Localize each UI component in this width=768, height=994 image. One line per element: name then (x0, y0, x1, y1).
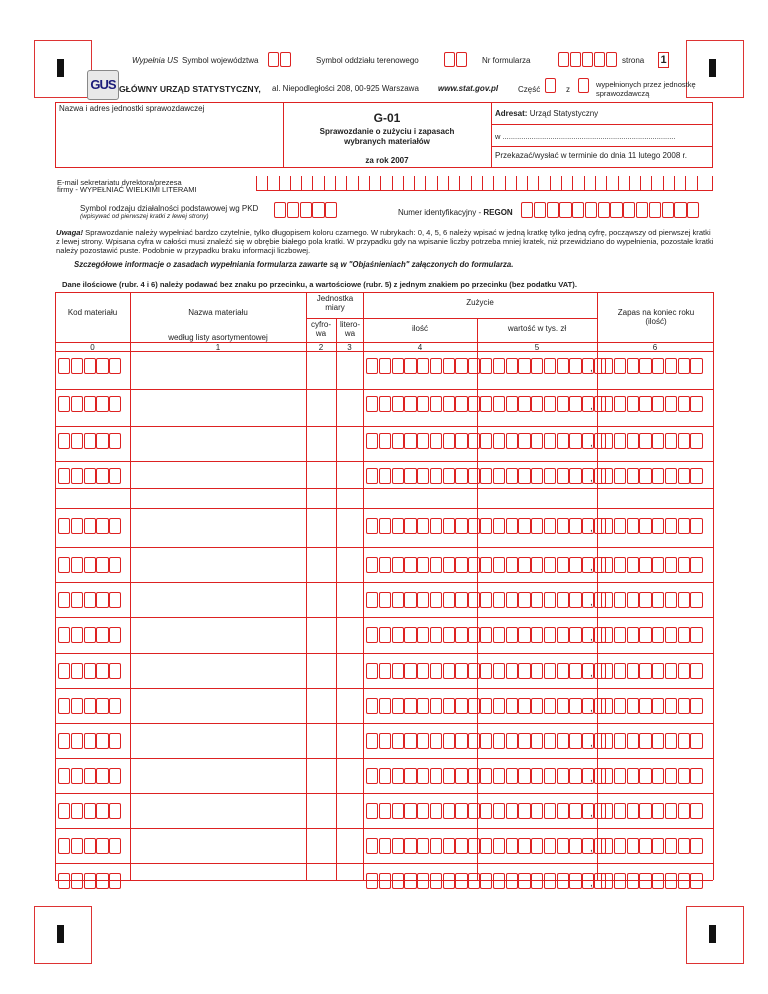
value-field-row-2[interactable] (480, 396, 595, 412)
quantity-field-row-6[interactable] (366, 557, 481, 573)
value-field-row-11[interactable] (480, 733, 595, 749)
quantity-field-row-15[interactable] (366, 873, 481, 889)
value-field-row-9[interactable] (480, 663, 595, 679)
stock-field-row-14[interactable] (601, 838, 703, 854)
material-name-field-row-6[interactable] (131, 553, 305, 577)
quantity-field-row-9[interactable] (366, 663, 481, 679)
material-name-field-row-15[interactable] (131, 869, 305, 893)
col-qty-header: ilość (411, 324, 428, 333)
stock-field-row-4[interactable] (601, 468, 703, 484)
col-number-4: 4 (417, 343, 423, 352)
regon-label-bold: REGON (483, 208, 513, 217)
stock-field-row-9[interactable] (601, 663, 703, 679)
quantity-field-row-1[interactable] (366, 358, 481, 374)
stock-field-row-12[interactable] (601, 768, 703, 784)
decimal-separator: , (590, 632, 593, 643)
decimal-separator: , (590, 703, 593, 714)
material-name-field-row-4[interactable] (131, 464, 305, 488)
warning-bold: Uwaga! (56, 228, 84, 237)
decimal-separator: , (590, 843, 593, 854)
office-location-field[interactable]: w ................................................................................... (495, 132, 676, 141)
decimal-separator: , (590, 808, 593, 819)
material-name-field-row-9[interactable] (131, 659, 305, 683)
page-label: strona (622, 56, 645, 65)
value-field-row-10[interactable] (480, 698, 595, 714)
parts-total-field[interactable] (578, 78, 590, 94)
gus-logo (87, 70, 119, 100)
report-title: Sprawozdanie o zużyciu i zapasach wybranych materiałów (319, 127, 455, 146)
material-code-field-row-6[interactable] (58, 557, 122, 573)
decimal-separator: , (590, 597, 593, 608)
voivodeship-code-field[interactable] (268, 52, 292, 68)
decimal-separator: , (590, 668, 593, 679)
regon-label (398, 208, 513, 217)
quantity-field-row-8[interactable] (366, 627, 481, 643)
stock-field-row-6[interactable] (601, 557, 703, 573)
stock-field-row-15[interactable] (601, 873, 703, 889)
stock-field-row-8[interactable] (601, 627, 703, 643)
stock-field-row-13[interactable] (601, 803, 703, 819)
col-usage-header: Zużycie (466, 298, 494, 307)
value-field-row-3[interactable] (480, 433, 595, 449)
warning-text: Sprawozdanie należy wypełniać bardzo czytelnie, tylko długopisem koloru czarnego. W rubrykach: 0, 4, 5, 6 należy wpisać w jedną kratkę tylko jedną cyfrę, począwszy od pierwszej kratki z lewej strony. Wpisana cyfra w całości musi znaleźć się w obrębie białego pola kratki. W przypadku gdy na wpisanie liczby potrzeba mniej kratek, niż przewidziano do wypełnienia, pozostałe kratki należy pozostawić puste. Podobnie w przypadku braku informacji liczbowej. (56, 228, 714, 256)
quantity-field-row-7[interactable] (366, 592, 481, 608)
stock-field-row-1[interactable] (601, 358, 703, 374)
material-name-field-row-11[interactable] (131, 729, 305, 753)
material-name-field-row-8[interactable] (131, 623, 305, 647)
decimal-separator: , (590, 773, 593, 784)
voivodeship-label: Symbol województwa (182, 56, 259, 65)
material-code-field-row-8[interactable] (58, 627, 122, 643)
stock-field-row-7[interactable] (601, 592, 703, 608)
decimal-separator: , (590, 363, 593, 374)
col-unit-lit-header: litero- wa (339, 320, 360, 338)
decimal-separator: , (590, 523, 593, 534)
quantity-field-row-10[interactable] (366, 698, 481, 714)
website-link[interactable]: www.stat.gov.pl (438, 84, 499, 93)
material-name-field-row-2[interactable] (131, 392, 305, 416)
addressee-label: Adresat: (495, 109, 528, 118)
pkd-field[interactable] (274, 202, 338, 218)
of-label: z (566, 85, 570, 94)
decimal-separator: , (590, 738, 593, 749)
deadline-text: Przekazać/wysłać w terminie do dnia 11 lutego 2008 r. (495, 151, 687, 160)
corner-mark-bottom-left (34, 906, 92, 964)
material-code-field-row-7[interactable] (58, 592, 122, 608)
material-name-field-row-10[interactable] (131, 694, 305, 718)
part-label: Część (518, 85, 541, 94)
email-label-1: E-mail sekretariatu dyrektora/prezesa (57, 178, 182, 187)
branch-label: Symbol oddziału terenowego (316, 56, 419, 65)
material-code-field-row-10[interactable] (58, 698, 122, 714)
material-name-field-row-12[interactable] (131, 764, 305, 788)
material-code-field-row-12[interactable] (58, 768, 122, 784)
fill-by-label: Wypełnia US (132, 56, 179, 65)
decimal-separator: , (590, 562, 593, 573)
form-number-field[interactable] (558, 52, 618, 68)
form-no-label: Nr formularza (482, 56, 531, 65)
part-field[interactable] (545, 78, 557, 94)
filled-by-unit-label: wypełnionych przez jednostkę sprawozdawczą (596, 80, 696, 98)
email-field[interactable] (256, 176, 713, 191)
corner-mark-bottom-right (686, 906, 744, 964)
quantity-field-row-11[interactable] (366, 733, 481, 749)
material-code-field-row-3[interactable] (58, 433, 122, 449)
stock-field-row-10[interactable] (601, 698, 703, 714)
material-code-field-row-9[interactable] (58, 663, 122, 679)
col-number-1: 1 (215, 343, 221, 352)
material-name-field-row-5[interactable] (131, 514, 305, 538)
regon-label-text: Numer identyfikacyjny - (398, 208, 484, 217)
decimal-separator: , (590, 473, 593, 484)
corner-mark-top-left (34, 40, 92, 98)
col-unit-num-header: cyfro- wa (311, 320, 331, 338)
logo-text: GUS (90, 77, 116, 92)
material-name-field-row-7[interactable] (131, 588, 305, 612)
decimal-separator: , (590, 438, 593, 449)
quantity-field-row-3[interactable] (366, 433, 481, 449)
addressee (495, 109, 598, 118)
stock-field-row-3[interactable] (601, 433, 703, 449)
value-field-row-14[interactable] (480, 838, 595, 854)
col-number-5: 5 (534, 343, 540, 352)
col-stock-header: Zapas na koniec roku (ilość) (617, 308, 695, 326)
col-number-3: 3 (347, 343, 352, 352)
data-rule-note: Dane ilościowe (rubr. 4 i 6) należy podawać bez znaku po przecinku, a wartościowe (rubr. 5) z jednym znakiem po przecinku (bez podatku VAT). (62, 280, 577, 289)
branch-code-field[interactable] (444, 52, 468, 68)
material-code-field-row-4[interactable] (58, 468, 122, 484)
material-name-field-row-1[interactable] (131, 354, 305, 378)
value-field-row-15[interactable] (480, 873, 595, 889)
quantity-field-row-12[interactable] (366, 768, 481, 784)
value-field-row-5[interactable] (480, 518, 595, 534)
material-code-field-row-14[interactable] (58, 838, 122, 854)
decimal-separator: , (590, 401, 593, 412)
stock-field-row-11[interactable] (601, 733, 703, 749)
material-name-field-row-3[interactable] (131, 429, 305, 453)
stock-field-row-2[interactable] (601, 396, 703, 412)
value-field-row-1[interactable] (480, 358, 595, 374)
col-number-2: 2 (318, 343, 324, 352)
material-code-field-row-2[interactable] (58, 396, 122, 412)
regon-field[interactable] (521, 202, 700, 218)
value-field-row-8[interactable] (480, 627, 595, 643)
material-code-field-row-1[interactable] (58, 358, 122, 374)
col-value-header: wartość w tys. zł (507, 324, 567, 333)
details-note: Szczegółowe informacje o zasadach wypełniania formularza zawarte są w "Objaśnieniach" załączonych do formularza. (74, 260, 514, 269)
org-address: al. Niepodległości 208, 00-925 Warszawa (272, 84, 419, 93)
col-number-6: 6 (652, 343, 658, 352)
value-field-row-13[interactable] (480, 803, 595, 819)
page-number-box: 1 (658, 52, 669, 68)
pkd-label: Symbol rodzaju działalności podstawowej wg PKD (80, 204, 259, 213)
warning-note (56, 228, 714, 256)
col-name-sub-header: według listy asortymentowej (168, 333, 268, 342)
material-code-field-row-11[interactable] (58, 733, 122, 749)
decimal-separator: , (590, 878, 593, 889)
material-code-field-row-5[interactable] (58, 518, 122, 534)
quantity-field-row-5[interactable] (366, 518, 481, 534)
value-field-row-7[interactable] (480, 592, 595, 608)
report-year: za rok 2007 (365, 156, 409, 165)
addressee-value: Urząd Statystyczny (529, 109, 599, 118)
org-name: GŁÓWNY URZĄD STATYSTYCZNY, (119, 84, 261, 94)
value-field-row-4[interactable] (480, 468, 595, 484)
unit-name-label: Nazwa i adres jednostki sprawozdawczej (59, 104, 205, 113)
material-name-field-row-13[interactable] (131, 799, 305, 823)
col-name-header: Nazwa materiału (188, 308, 248, 317)
quantity-field-row-13[interactable] (366, 803, 481, 819)
email-label-2: firmy - WYPEŁNIAĆ WIELKIMI LITERAMI (57, 185, 197, 194)
value-field-row-12[interactable] (480, 768, 595, 784)
col-code-header: Kod materiału (67, 308, 118, 317)
form-code: G-01 (373, 111, 401, 125)
value-field-row-6[interactable] (480, 557, 595, 573)
quantity-field-row-4[interactable] (366, 468, 481, 484)
col-unit-header: Jednostka miary (316, 294, 354, 312)
material-code-field-row-13[interactable] (58, 803, 122, 819)
stock-field-row-5[interactable] (601, 518, 703, 534)
col-number-0: 0 (90, 343, 95, 352)
material-code-field-row-15[interactable] (58, 873, 122, 889)
pkd-hint: (wpisywać od pierwszej kratki z lewej strony) (80, 213, 209, 220)
quantity-field-row-14[interactable] (366, 838, 481, 854)
material-name-field-row-14[interactable] (131, 834, 305, 858)
quantity-field-row-2[interactable] (366, 396, 481, 412)
